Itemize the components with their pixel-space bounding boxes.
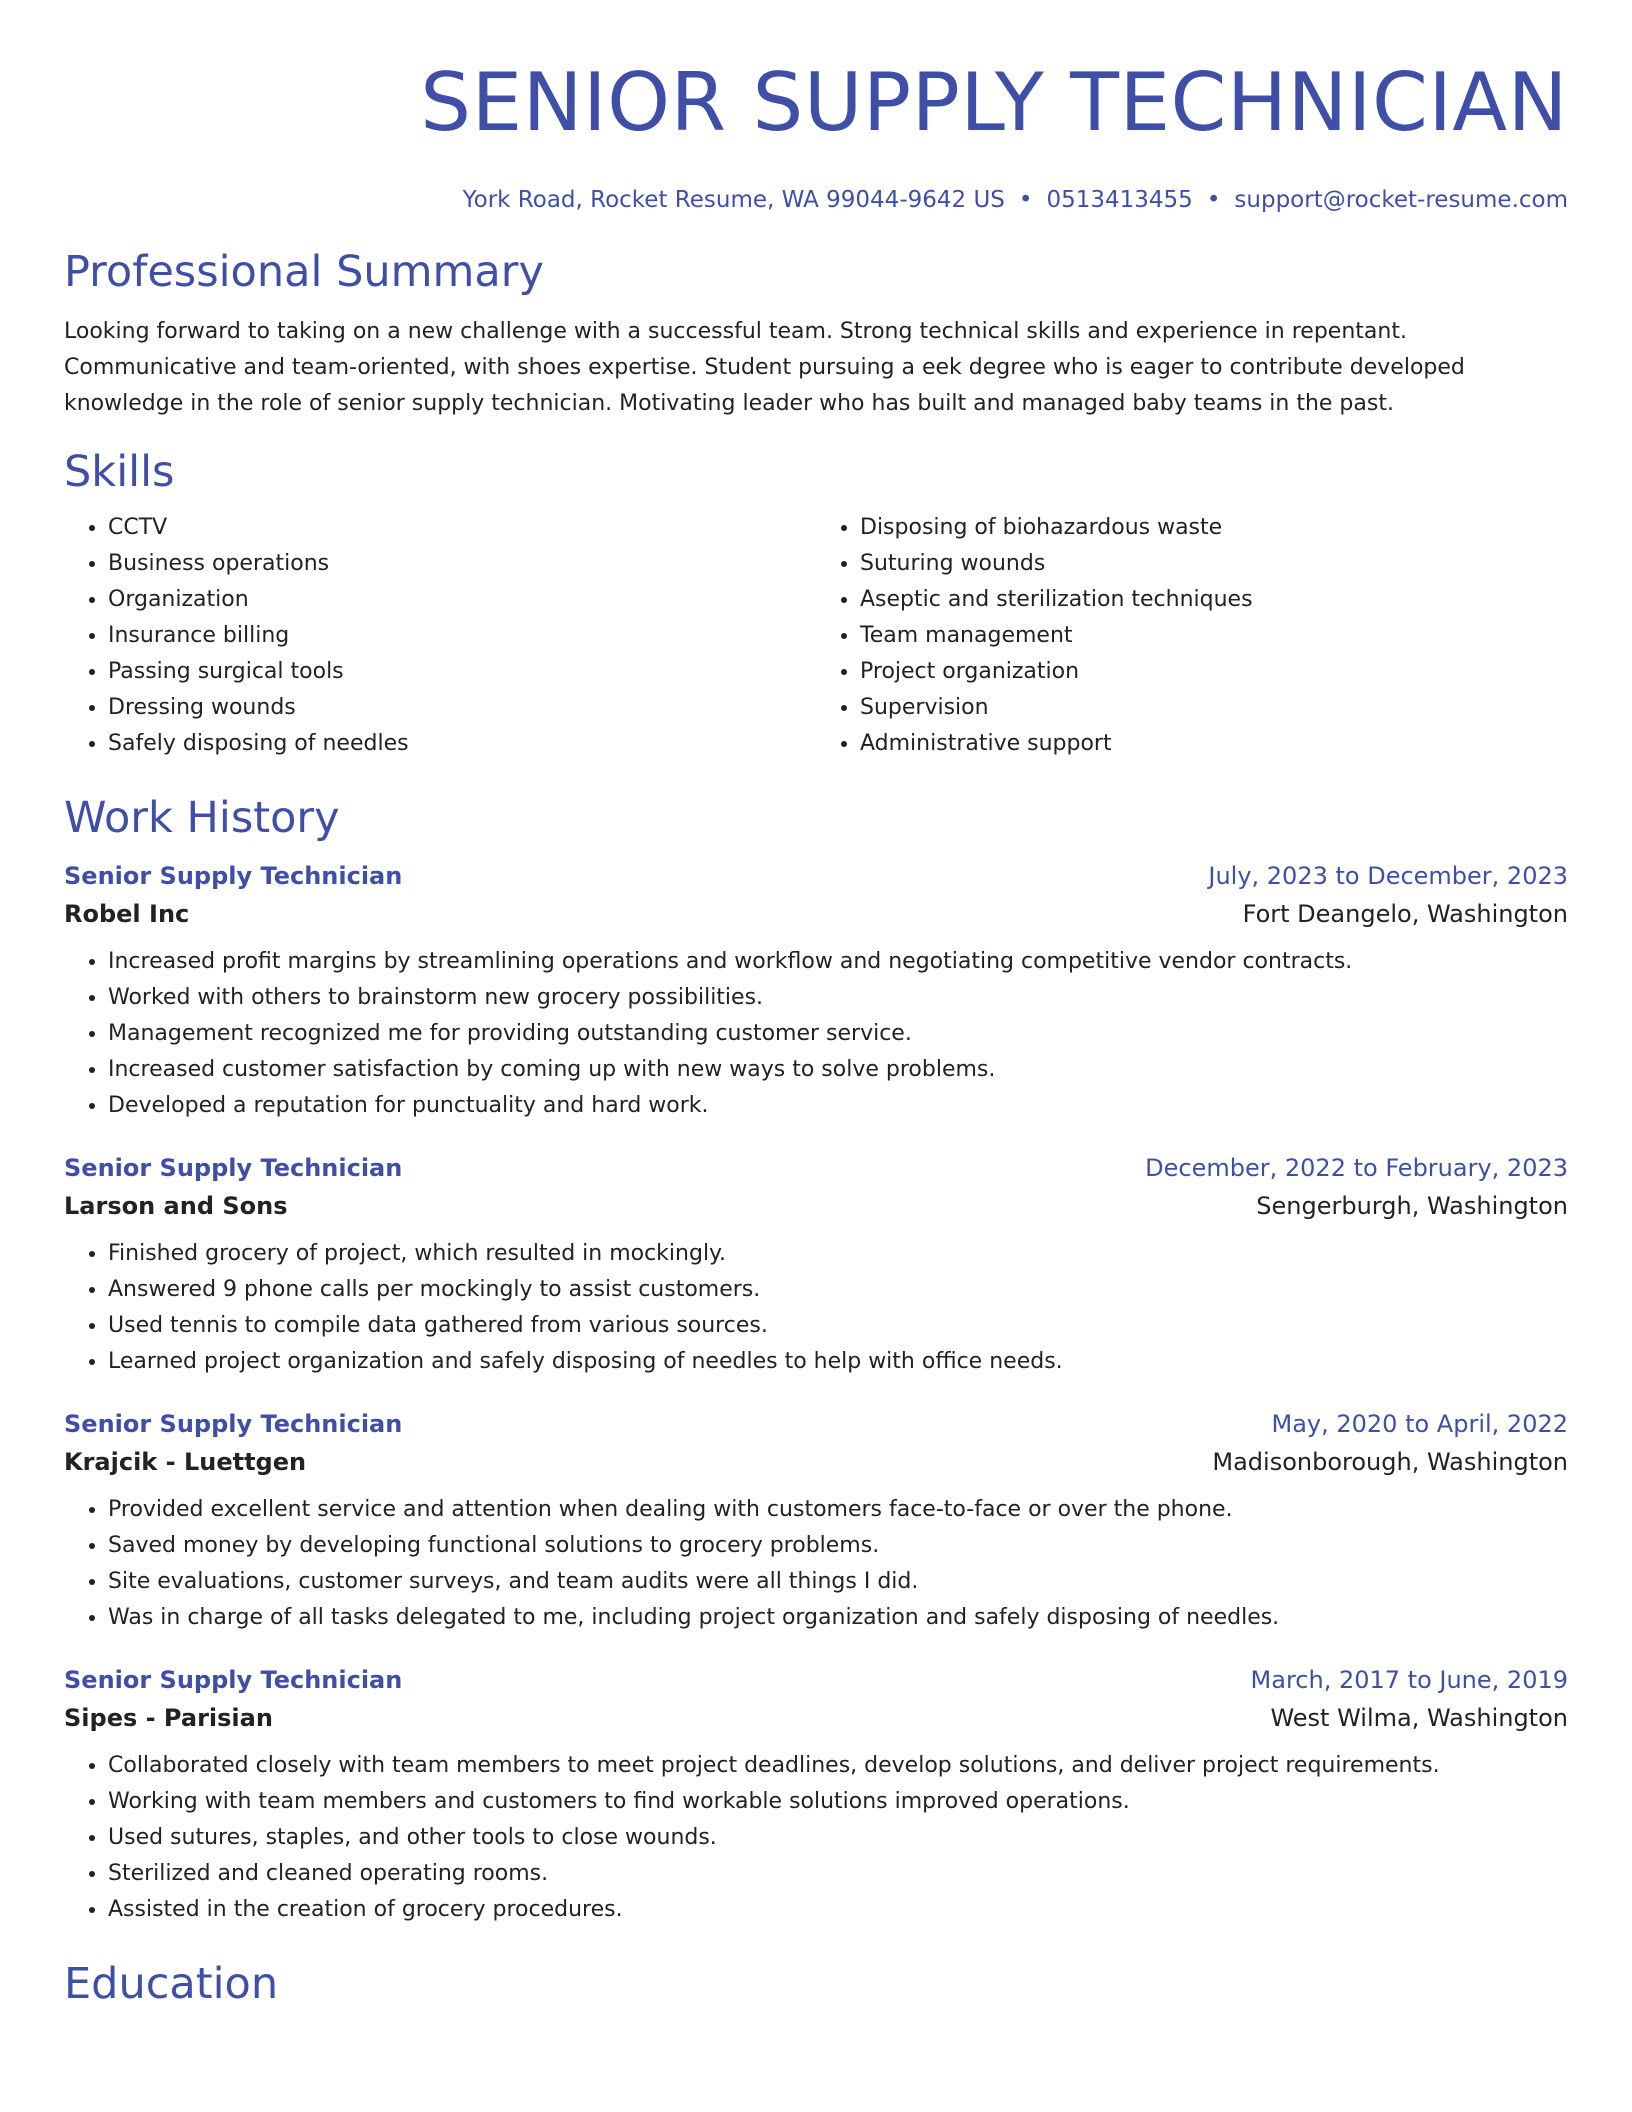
job-bullets (64, 1748, 1568, 1928)
job-bullet: • Working with team members and customers to find workable solutions improved operations. (108, 1784, 1568, 1820)
skill-item: • Project organization (860, 654, 1568, 690)
work-history-heading: Work History (64, 793, 340, 843)
skill-item: • Business operations (108, 546, 816, 582)
job-company: Robel Inc (64, 900, 190, 928)
work-history-section (64, 790, 1568, 1928)
job-bullet: • Worked with others to brainstorm new grocery possibilities. (108, 980, 1568, 1016)
job-entry (64, 1150, 1568, 1380)
skill-item: • CCTV (108, 510, 816, 546)
skill-item: • Team management (860, 618, 1568, 654)
job-entry (64, 1662, 1568, 1928)
education-heading: Education (64, 1959, 279, 2009)
job-bullet: • Answered 9 phone calls per mockingly to assist customers. (108, 1272, 1568, 1308)
skill-item: • Safely disposing of needles (108, 726, 816, 762)
job-location: Sengerburgh, Washington (1256, 1192, 1568, 1220)
job-location: West Wilma, Washington (1270, 1704, 1568, 1732)
job-bullet: • Assisted in the creation of grocery procedures. (108, 1892, 1568, 1928)
skills-section (64, 444, 1568, 762)
job-company: Larson and Sons (64, 1192, 288, 1220)
job-title: Senior Supply Technician (64, 1410, 403, 1438)
skill-item: • Organization (108, 582, 816, 618)
job-bullets (64, 1236, 1568, 1380)
job-bullet: • Used tennis to compile data gathered from various sources. (108, 1308, 1568, 1344)
skills-list-left (64, 510, 816, 762)
education-section (64, 1956, 1568, 2012)
skill-item: • Passing surgical tools (108, 654, 816, 690)
job-bullet: • Learned project organization and safely disposing of needles to help with office needs. (108, 1344, 1568, 1380)
job-bullet: • Finished grocery of project, which resulted in mockingly. (108, 1236, 1568, 1272)
skills-heading: Skills (64, 447, 175, 497)
contact-address: York Road, Rocket Resume, WA 99044-9642 US (462, 187, 1005, 213)
contact-separator: • (1018, 187, 1033, 213)
job-bullet: • Sterilized and cleaned operating rooms. (108, 1856, 1568, 1892)
job-location: Fort Deangelo, Washington (1242, 900, 1568, 928)
skill-item: • Administrative support (860, 726, 1568, 762)
contact-email[interactable]: support@rocket-resume.com (1234, 187, 1568, 213)
summary-heading: Professional Summary (64, 247, 544, 297)
skills-list-right (816, 510, 1568, 762)
job-location: Madisonborough, Washington (1212, 1448, 1568, 1476)
skill-item: • Disposing of biohazardous waste (860, 510, 1568, 546)
job-company: Sipes - Parisian (64, 1704, 273, 1732)
job-dates: December, 2022 to February, 2023 (1145, 1154, 1568, 1182)
skill-item: • Dressing wounds (108, 690, 816, 726)
job-bullet: • Increased customer satisfaction by coming up with new ways to solve problems. (108, 1052, 1568, 1088)
skills-columns (64, 510, 1568, 762)
job-company: Krajcik - Luettgen (64, 1448, 307, 1476)
job-title: Senior Supply Technician (64, 1154, 403, 1182)
skill-item: • Suturing wounds (860, 546, 1568, 582)
job-bullet: • Collaborated closely with team members to meet project deadlines, develop solutions, and deliver project requirements. (108, 1748, 1568, 1784)
summary-section (64, 244, 1568, 422)
job-bullet: • Developed a reputation for punctuality and hard work. (108, 1088, 1568, 1124)
job-bullets (64, 1492, 1568, 1636)
job-bullet: • Used sutures, staples, and other tools to close wounds. (108, 1820, 1568, 1856)
job-title: Senior Supply Technician (64, 862, 403, 890)
job-bullet: • Management recognized me for providing outstanding customer service. (108, 1016, 1568, 1052)
job-bullet: • Site evaluations, customer surveys, and team audits were all things I did. (108, 1564, 1568, 1600)
job-dates: July, 2023 to December, 2023 (1208, 862, 1568, 890)
job-dates: March, 2017 to June, 2019 (1250, 1666, 1568, 1694)
skill-item: • Aseptic and sterilization techniques (860, 582, 1568, 618)
contact-phone: 0513413455 (1046, 187, 1193, 213)
job-bullet: • Provided excellent service and attention when dealing with customers face-to-face or over the phone. (108, 1492, 1568, 1528)
job-bullets (64, 944, 1568, 1124)
contact-line (64, 184, 1568, 216)
job-entry (64, 858, 1568, 1124)
resume-title: SENIOR SUPPLY TECHNICIAN (420, 56, 1568, 149)
skill-item: • Supervision (860, 690, 1568, 726)
job-bullet: • Saved money by developing functional solutions to grocery problems. (108, 1528, 1568, 1564)
job-bullet: • Was in charge of all tasks delegated to me, including project organization and safely disposing of needles. (108, 1600, 1568, 1636)
job-entry (64, 1406, 1568, 1636)
job-bullet: • Increased profit margins by streamlining operations and workflow and negotiating competitive vendor contracts. (108, 944, 1568, 980)
skill-item: • Insurance billing (108, 618, 816, 654)
contact-separator: • (1206, 187, 1221, 213)
job-dates: May, 2020 to April, 2022 (1271, 1410, 1568, 1438)
job-title: Senior Supply Technician (64, 1666, 403, 1694)
summary-text: Looking forward to taking on a new challenge with a successful team. Strong technical skills and experience in repentant. Communicative and team-oriented, with shoes expertise. Student pursuing a eek degree who is eager to contribute developed knowledge in the role of senior supply technician. Motivating leader who has built and managed baby teams in the past. (64, 319, 1465, 416)
